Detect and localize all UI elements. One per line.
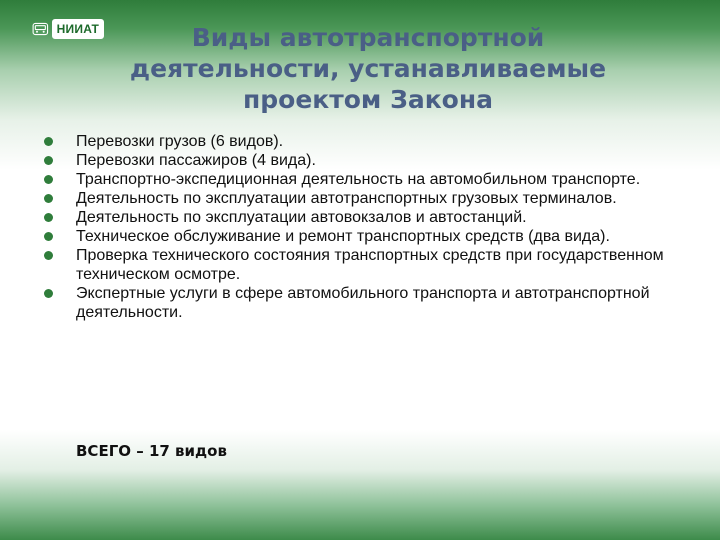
list-item xyxy=(44,132,684,151)
bullet-icon xyxy=(44,175,53,184)
list-item-text: Экспертные услуги в сфере автомобильного транспорта и автотранспортной деятельности. xyxy=(76,285,650,321)
total-summary: ВСЕГО – 17 видов xyxy=(76,442,227,460)
list-item-text: Техническое обслуживание и ремонт транспортных средств (два вида). xyxy=(76,228,610,245)
list-item-text: Транспортно-экспедиционная деятельность на автомобильном транспорте. xyxy=(76,171,641,188)
bullet-icon xyxy=(44,251,53,260)
logo-text: НИИАТ xyxy=(52,19,104,39)
bullet-icon xyxy=(44,156,53,165)
bullet-icon xyxy=(44,232,53,241)
list-item-text: Перевозки грузов (6 видов). xyxy=(76,133,284,150)
list-item xyxy=(44,151,684,170)
list-item xyxy=(44,208,684,227)
activity-list xyxy=(44,132,684,322)
list-item-text: Деятельность по эксплуатации автовокзалов и автостанций. xyxy=(76,209,527,226)
list-item xyxy=(44,170,684,189)
bullet-icon xyxy=(44,137,53,146)
list-item-text: Деятельность по эксплуатации автотранспортных грузовых терминалов. xyxy=(76,190,617,207)
list-item xyxy=(44,284,684,322)
bullet-icon xyxy=(44,213,53,222)
bullet-icon xyxy=(44,289,53,298)
bus-front-icon xyxy=(32,17,49,41)
list-item-text: Проверка технического состояния транспортных средств при государственном техническом осмотре. xyxy=(76,247,664,283)
slide-title: Виды автотранспортной деятельности, устанавливаемые проектом Закона xyxy=(129,23,607,114)
list-item xyxy=(44,189,684,208)
list-item-text: Перевозки пассажиров (4 вида). xyxy=(76,152,316,169)
list-item xyxy=(44,246,684,284)
bullet-icon xyxy=(44,194,53,203)
list-item xyxy=(44,227,684,246)
